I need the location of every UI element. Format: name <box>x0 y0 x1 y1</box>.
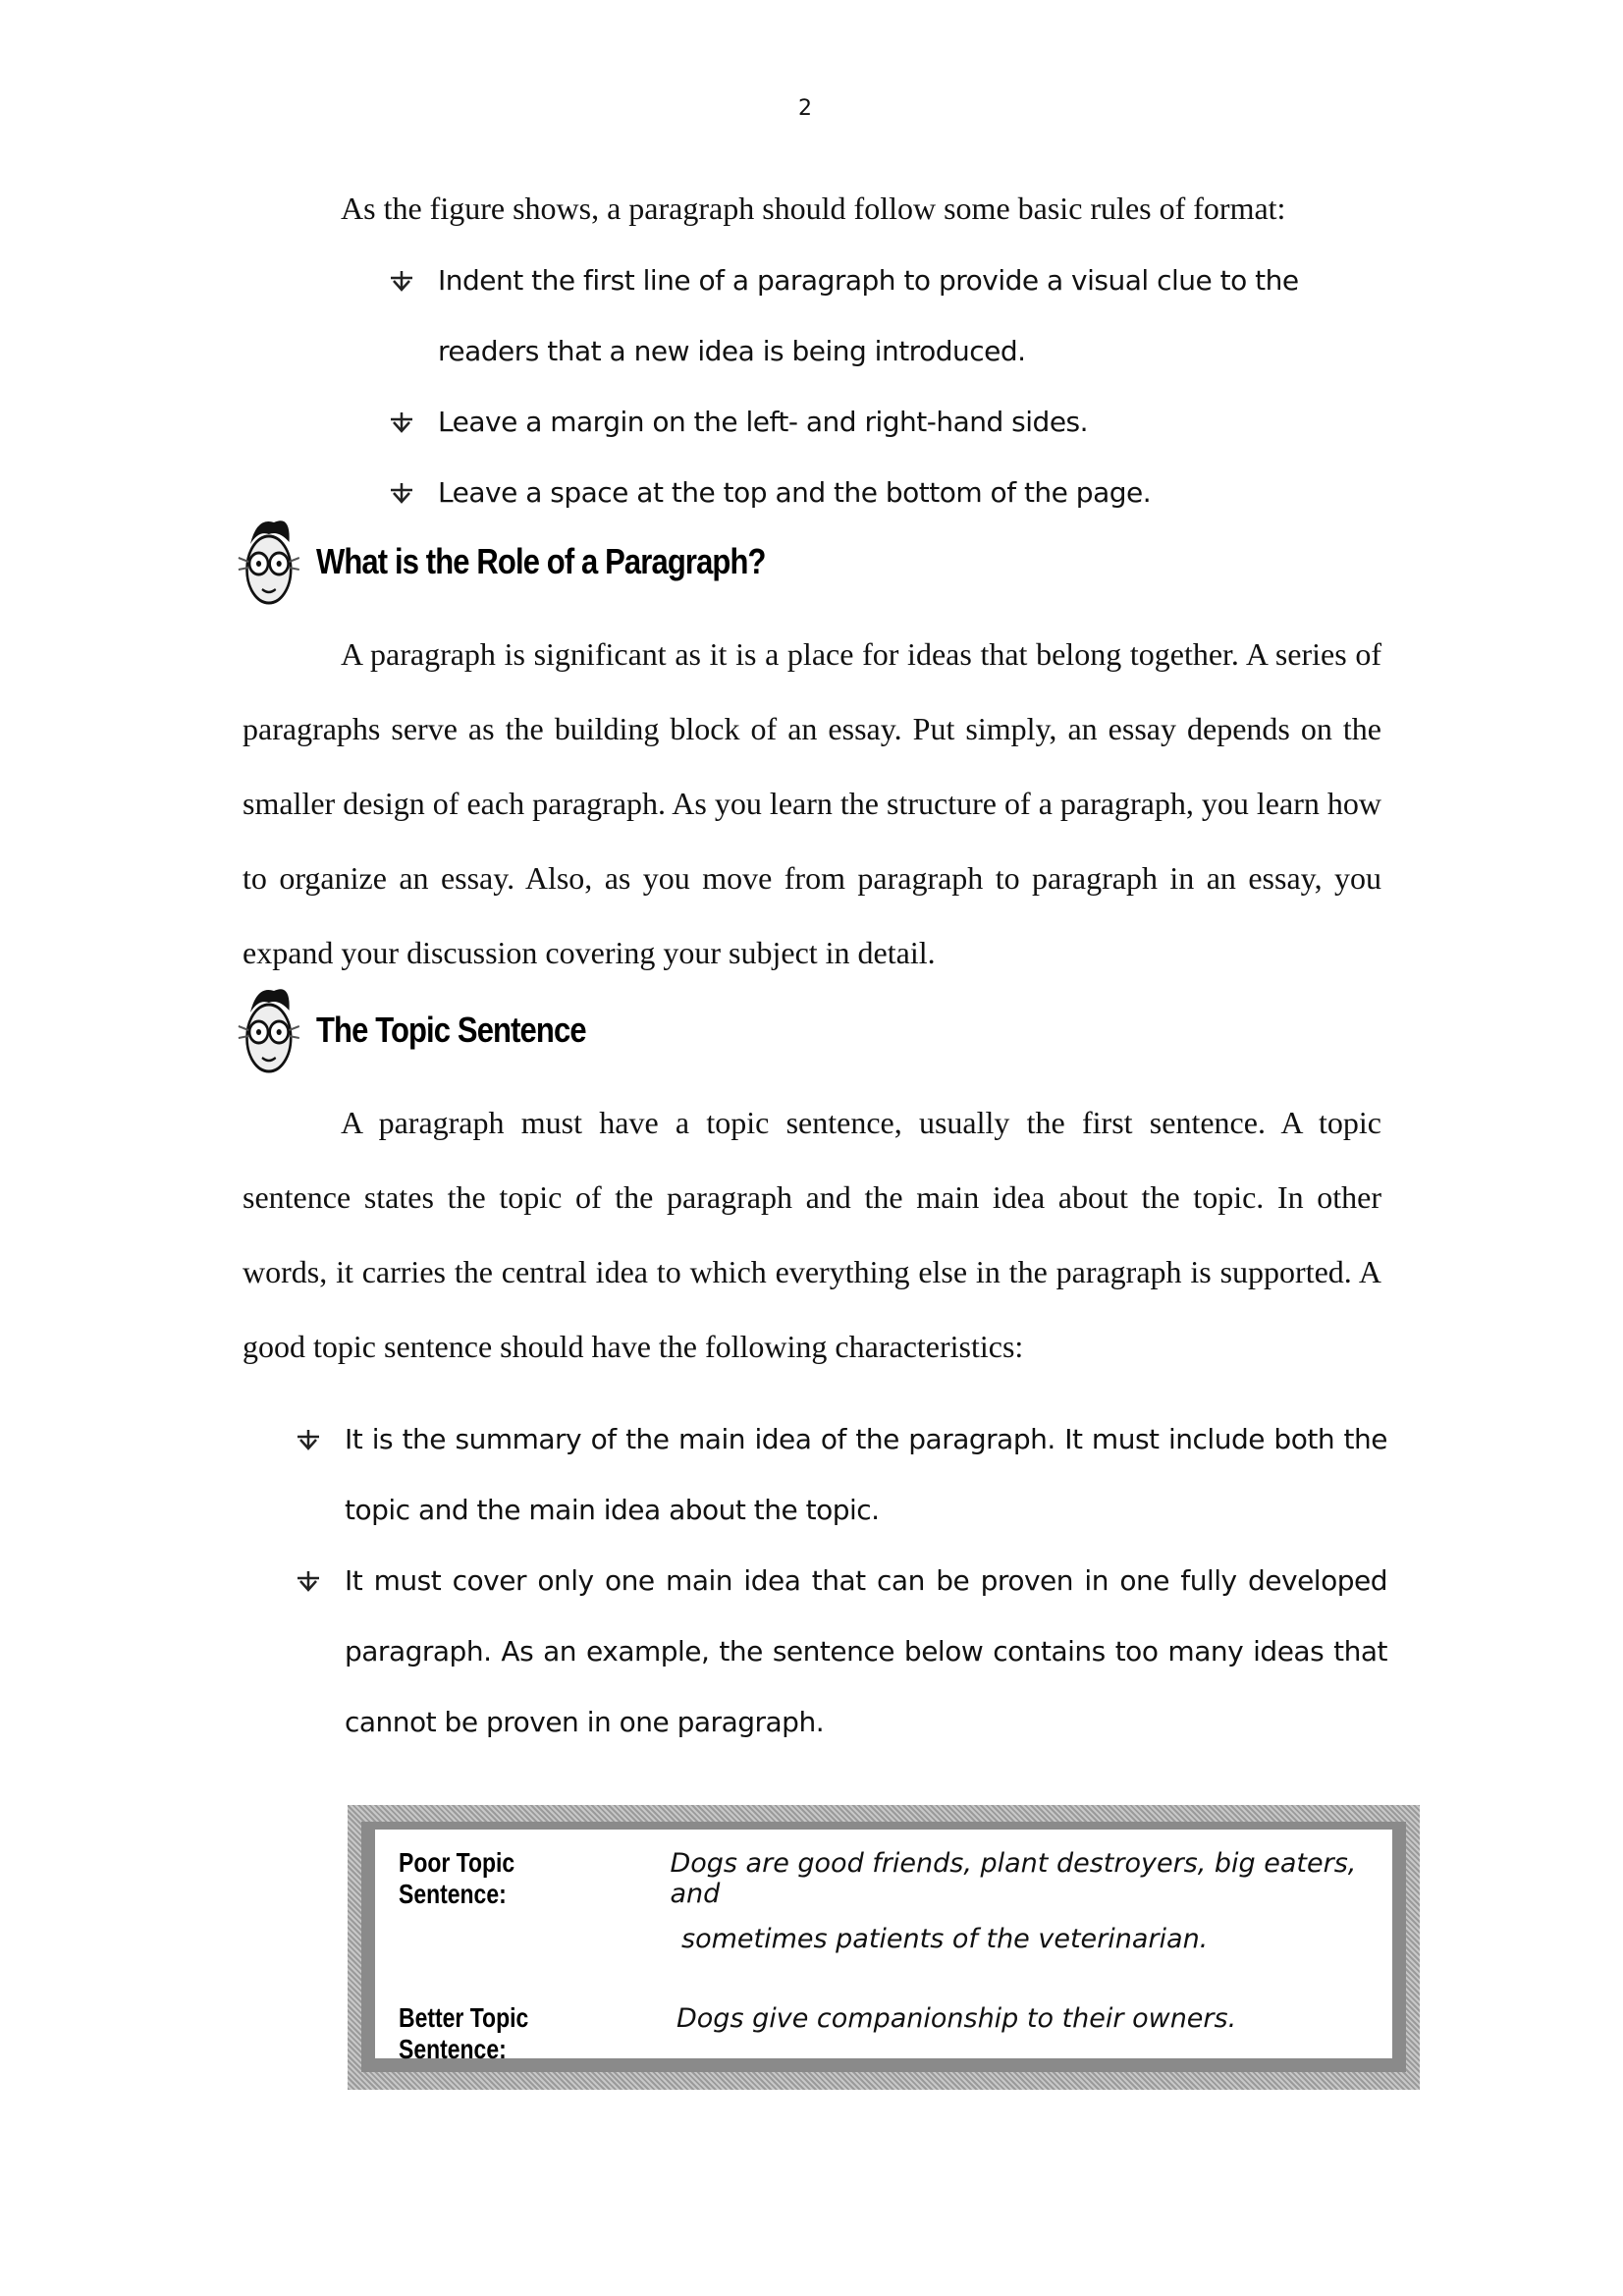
section-heading-topic <box>232 977 586 1083</box>
poor-sentence-row <box>399 1847 1392 1910</box>
section-heading-text: The Topic Sentence <box>316 1010 586 1050</box>
page-number: 2 <box>798 96 812 121</box>
example-box <box>361 1822 1406 2072</box>
face-icon <box>232 977 306 1083</box>
arrow-down-icon <box>389 410 414 434</box>
arrow-down-icon <box>296 1428 321 1451</box>
topic-paragraph: A paragraph must have a topic sentence, usually the first sentence. A topic sentence states the topic of the paragraph and the main idea about the topic. In other words, it carries the central idea to which everything else in the paragraph is supported. A good topic sentence should have the following characteristics: <box>243 1105 1381 1364</box>
arrow-down-icon <box>389 481 414 505</box>
better-sentence-row <box>399 2002 1236 2065</box>
section-heading-role <box>232 509 766 615</box>
arrow-down-icon <box>389 269 414 293</box>
poor-sentence-label: Poor Topic Sentence: <box>399 1847 515 1909</box>
better-sentence-text: Dogs give companionship to their owners. <box>676 2003 1237 2034</box>
arrow-down-icon <box>296 1569 321 1593</box>
role-paragraph: A paragraph is significant as it is a place for ideas that belong together. A series of paragraphs serve as the building block of an essay. Put simply, an essay depends on the smaller design of each paragraph. As you learn the structure of a paragraph, you learn how to organize an essay. Also, as you move from paragraph to paragraph in an essay, you expand your discussion covering your subject in detail. <box>243 636 1381 970</box>
list-item-text: Indent the first line of a paragraph to provide a visual clue to the readers that a new idea is being introduced. <box>438 264 1299 367</box>
list-item <box>296 1404 1387 1546</box>
list-item <box>296 1546 1387 1758</box>
poor-sentence-text-continued: sometimes patients of the veterinarian. <box>681 1924 1209 1954</box>
list-item <box>389 246 1390 387</box>
intro-text: As the figure shows, a paragraph should follow some basic rules of format: <box>341 191 1286 226</box>
poor-sentence-text: Dogs are good friends, plant destroyers, big eaters, and <box>670 1848 1357 1909</box>
better-sentence-label: Better Topic Sentence: <box>399 2002 529 2064</box>
list-item-text: Leave a space at the top and the bottom of the page. <box>438 476 1152 509</box>
section-heading-text: What is the Role of a Paragraph? <box>316 541 766 581</box>
face-icon <box>232 509 306 615</box>
characteristics-list <box>296 1404 1387 1758</box>
list-item-text: Leave a margin on the left- and right-hand sides. <box>438 406 1089 438</box>
list-item-text: It must cover only one main idea that can be proven in one fully developed paragraph. As an example, the sentence below contains too many ideas that cannot be proven in one paragraph. <box>345 1564 1387 1738</box>
list-item <box>389 387 1390 458</box>
format-rules-list <box>389 246 1390 528</box>
list-item-text: It is the summary of the main idea of the paragraph. It must include both the topic and the main idea about the topic. <box>345 1423 1387 1526</box>
